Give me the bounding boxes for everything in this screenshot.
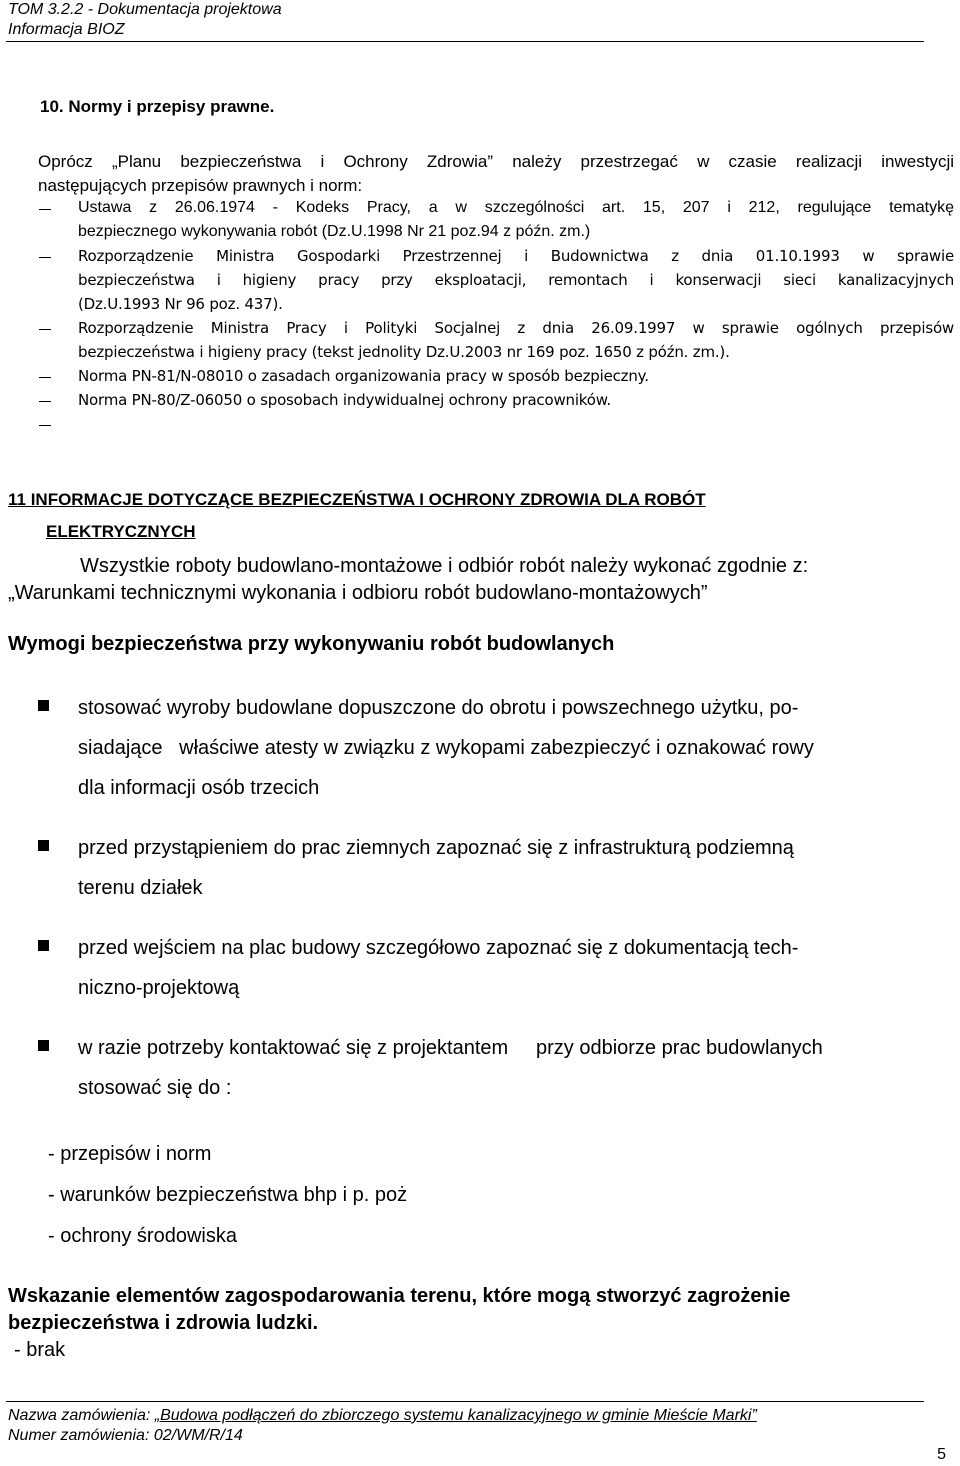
square-bullet-icon	[38, 1040, 49, 1051]
page-header	[8, 0, 282, 40]
wskazanie-heading: Wskazanie elementów zagospodarowania terenu, które mogą stworzyć zagrożenie bezpieczeństwa i zdrowia ludzki.	[8, 1285, 791, 1334]
page-number: 5	[937, 1446, 946, 1463]
list-item: przed przystąpieniem do prac ziemnych zapoznać się z infrastrukturą podziemną terenu działek	[38, 828, 938, 908]
list-item: w razie potrzeby kontaktować się z projektantem przy odbiorze prac budowlanych stosować się do :	[38, 1028, 938, 1108]
section-10-intro-line1: Oprócz „Planu bezpieczeństwa i Ochrony Zdrowia” należy przestrzegać w czasie realizacji inwestycji	[38, 152, 954, 171]
list-item: przed wejściem na plac budowy szczegółowo zapoznać się z dokumentacją tech- niczno-projektową	[38, 928, 938, 1008]
footer-order-number: 02/WM/R/14	[153, 1427, 243, 1444]
regulations-list	[38, 196, 954, 436]
section-10-intro	[38, 150, 954, 198]
header-doc-subtitle: Informacja BIOZ	[8, 21, 125, 38]
square-bullet-icon	[38, 840, 49, 851]
section-11-intro	[8, 553, 948, 607]
section-11-intro-line2: „Warunkami technicznymi wykonania i odbioru robót budowlano-montażowych”	[8, 582, 708, 604]
wymogi-heading: Wymogi bezpieczeństwa przy wykonywaniu robót budowlanych	[8, 633, 615, 655]
square-bullet-icon	[38, 700, 49, 711]
square-bullet-icon	[38, 940, 49, 951]
section-10-intro-line2: następujących przepisów prawnych i norm:	[38, 176, 363, 195]
list-item: Ustawa z 26.06.1974 - Kodeks Pracy, a w szczególności art. 15, 207 i 212, regulujące tematykę bezpiecznego wykonywania robót (Dz.U.1998 Nr 21 poz.94 z późn. zm.)	[78, 199, 954, 240]
list-item: - przepisów i norm	[48, 1143, 212, 1165]
list-item: - warunków bezpieczeństwa bhp i p. poż	[48, 1184, 408, 1206]
safety-requirements-list	[38, 688, 938, 1108]
list-item: stosować wyroby budowlane dopuszczone do obrotu i powszechnego użytku, po- siadające właściwe atesty w związku z wykopami zabezpieczyć i oznakować rowy dla informacji osób trzecich	[38, 688, 938, 808]
section-11-heading-line1: 11 INFORMACJE DOTYCZĄCE BEZPIECZEŃSTWA I OCHRONY ZDROWIA DLA ROBÓT	[8, 490, 706, 509]
footer-order-number-label: Numer zamówienia:	[8, 1427, 150, 1444]
footer-order-name-label: Nazwa zamówienia:	[8, 1407, 151, 1424]
footer-rule	[6, 1401, 924, 1402]
section-11-heading-line2: ELEKTRYCZNYCH	[46, 522, 196, 541]
header-doc-title: TOM 3.2.2 - Dokumentacja projektowa	[8, 1, 282, 18]
list-item: Rozporządzenie Ministra Gospodarki Przestrzennej i Budownictwa z dnia 01.10.1993 w sprawie bezpieczeństwa i higieny pracy przy eksploatacji, remontach i konserwacji sieci kanalizacyjnych (Dz.U.1993 Nr 96 poz. 437).	[78, 247, 954, 313]
section-11-heading	[8, 484, 706, 548]
section-11-intro-line1: Wszystkie roboty budowlano-montażowe i odbiór robót należy wykonać zgodnie z:	[80, 555, 809, 577]
list-item: Rozporządzenie Ministra Pracy i Polityki Socjalnej z dnia 26.09.1997 w sprawie ogólnych przepisów bezpieczeństwa i higieny pracy (tekst jednolity Dz.U.2003 nr 169 poz. 1650 z późn. zm.).	[78, 319, 954, 361]
footer-order-name: „Budowa podłączeń do zbiorczego systemu kanalizacyjnego w gminie Mieście Marki”	[154, 1407, 757, 1424]
list-item: Norma PN-80/Z-06050 o sposobach indywidualnej ochrony pracowników.	[78, 391, 611, 409]
section-10-heading: 10. Normy i przepisy prawne.	[40, 97, 275, 116]
page-footer	[8, 1406, 757, 1446]
header-rule	[6, 41, 924, 42]
list-item: Norma PN-81/N-08010 o zasadach organizowania pracy w sposób bezpieczny.	[78, 367, 649, 385]
list-item	[38, 412, 954, 436]
apply-to-list	[48, 1134, 407, 1257]
brak-text: - brak	[14, 1339, 66, 1361]
list-item: - ochrony środowiska	[48, 1225, 237, 1247]
